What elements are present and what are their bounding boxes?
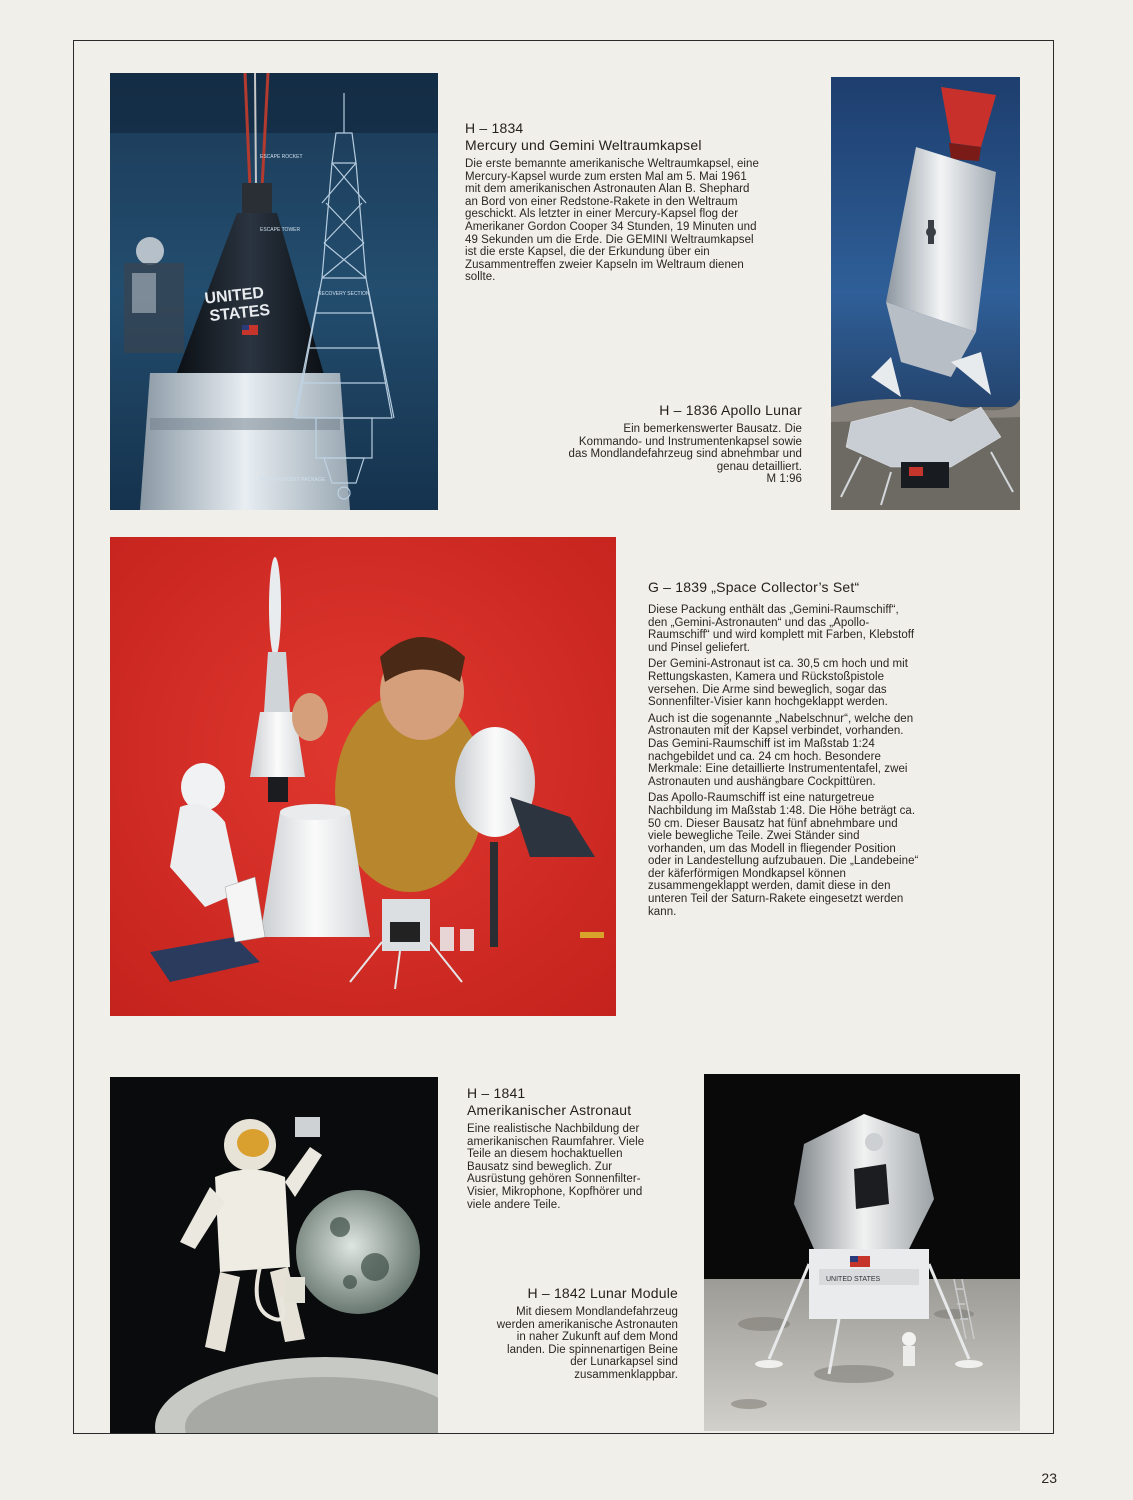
blueprint-label-escape-rocket: ESCAPE ROCKET bbox=[260, 154, 303, 160]
lm-label-united-states: UNITED STATES bbox=[826, 1276, 881, 1283]
product-h1842 bbox=[492, 1285, 678, 1382]
blueprint-label-retro: RETRO-ROCKET PACKAGE bbox=[260, 477, 326, 483]
product-code-title: H – 1842 Lunar Module bbox=[527, 1285, 678, 1301]
product-description: Die erste bemannte amerikanische Weltraumkapsel, eine Mercury-Kapsel wurde zum ersten Mal am 5. Mai 1961 mit dem amerikanischen Astronauten Alan B. Shephard an Bord von einer Redstone-Rakete in den Weltraum geschickt. Als letzter in einer Mercury-Kapsel flog der Amerikaner Gordon Cooper 34 Stunden, 19 Minuten und 49 Sekunden um die Erde. Die GEMINI Weltraumkapsel ist die erste Kapsel, die der Erkundung über ein Zusammentreffen zweier Kapseln im Weltraum dienen sollte. bbox=[465, 158, 759, 284]
product-title: Mercury und Gemini Weltraumkapsel bbox=[465, 137, 702, 153]
blueprint-label-escape-tower: ESCAPE TOWER bbox=[260, 227, 301, 233]
product-code: H – 1841 bbox=[467, 1085, 526, 1101]
product-h1834 bbox=[465, 120, 760, 284]
product-g1839 bbox=[648, 579, 920, 922]
paragraph-apollo: Das Apollo-Raumschiff ist eine naturgetreue Nachbildung im Maßstab 1:48. Die Höhe beträgt ca. 50 cm. Dieser Bausatz hat fünf abnehmbare und viele bewegliche Teile. Zwei Ständer sind vorhanden, um das Modell in fliegender Position oder in Landestellung aufzubauen. Die „Landebeine“ der käferförmigen Mondkapsel können zusammengeklappt werden, damit diese in den unteren Teil der Saturn-Rakete eingesetzt werden kann. bbox=[648, 792, 919, 918]
product-h1836 bbox=[558, 402, 802, 486]
capsule-label-united: UNITED bbox=[203, 284, 265, 308]
mercury-gemini-photo bbox=[110, 73, 438, 510]
paragraph-astronaut: Der Gemini-Astronaut ist ca. 30,5 cm hoch und mit Rettungskasten, Kamera und Rückstoßpistole versehen. Die Arme sind beweglich, sogar das Sonnenfilter-Visier kann hochgeklappt werden. bbox=[648, 658, 909, 709]
product-description: Ein bemerkenswerter Bausatz. Die Kommando- und Instrumentenkapsel sowie das Mondlandefahrzeug sind abnehmbar und genau detailliert. bbox=[568, 423, 802, 473]
product-code-title: H – 1836 Apollo Lunar bbox=[659, 402, 802, 418]
product-code: H – 1834 bbox=[465, 120, 524, 136]
apollo-lunar-photo bbox=[831, 77, 1020, 510]
product-description: Eine realistische Nachbildung der amerikanischen Raumfahrer. Viele Teile an diesem hochaktuellen Bausatz sind beweglich. Zur Ausrüstung gehören Sonnenfilter-Visier, Mikrophone, Kopfhörer und viele andere Teile. bbox=[467, 1123, 645, 1211]
product-description bbox=[648, 604, 920, 918]
paragraph-gemini: Auch ist die sogenannte „Nabelschnur“, welche den Astronauten mit der Kapsel verbindet, vorhanden. Das Gemini-Raumschiff ist im Maßstab 1:24 nachgebildet und ca. 24 cm hoch. Besondere Merkmale: Eine detaillierte Instrumententafel, zwei Astronauten und aushängbare Cockpittüren. bbox=[648, 712, 914, 788]
capsule-label-states: STATES bbox=[208, 301, 271, 326]
product-scale: M 1:96 bbox=[766, 473, 802, 486]
page-number: 23 bbox=[1041, 1470, 1057, 1486]
lunar-module-photo bbox=[704, 1074, 1020, 1431]
product-title: Amerikanischer Astronaut bbox=[467, 1102, 632, 1118]
blueprint-label-recovery: RECOVERY SECTION bbox=[318, 291, 370, 297]
astronaut-photo bbox=[110, 1077, 438, 1433]
product-code-title: G – 1839 „Space Collector’s Set“ bbox=[648, 579, 860, 595]
product-h1841 bbox=[467, 1085, 652, 1211]
space-collectors-set-photo bbox=[110, 537, 616, 1016]
paragraph-contents: Diese Packung enthält das „Gemini-Raumschiff“, den „Gemini-Astronauten“ und das „Apollo-Raumschiff“ und wird komplett mit Farben, Klebstoff und Pinsel geliefert. bbox=[648, 604, 915, 654]
product-description: Mit diesem Mondlandefahrzeug werden amerikanische Astronauten in naher Zukunft auf dem Mond landen. Die spinnenartigen Beine der Lunarkapsel sind zusammenklappbar. bbox=[496, 1306, 678, 1381]
